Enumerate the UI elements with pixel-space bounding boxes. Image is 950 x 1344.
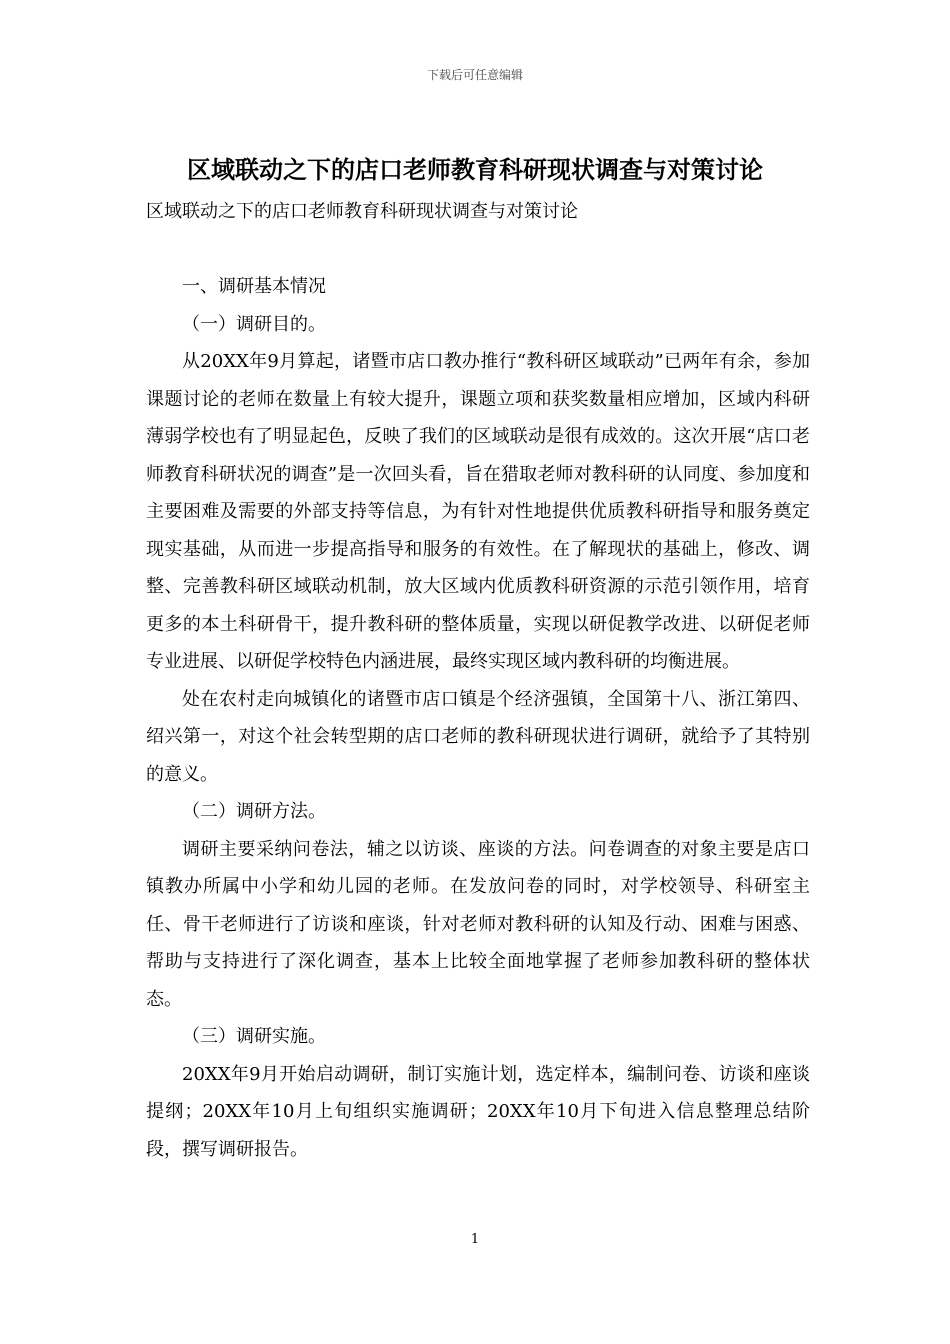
paragraph: 从20XX年9月算起，诸暨市店口教办推行“教科研区域联动”已两年有余，参加课题讨论的老师在数量上有较大提升，课题立项和获奖数量相应增加，区域内科研薄弱学校也有了明显起色，反映了我们的区域联动是很有成效的。这次开展“店口老师教育科研状况的调查”是一次回头看，旨在猎取老师对教科研的认同度、参加度和主要困难及需要的外部支持等信息，为有针对性地提供优质教科研指导和服务奠定现实基础，从而进一步提高指导和服务的有效性。在了解现状的基础上，修改、调整、完善教科研区域联动机制，放大区域内优质教科研资源的示范引领作用，培育更多的本土科研骨干，提升教科研的整体质量，实现以研促教学改进、以研促老师专业进展、以研促学校特色内涵进展，最终实现区域内教科研的均衡进展。 bbox=[146, 351, 810, 672]
document-title: 区域联动之下的店口老师教育科研现状调查与对策讨论 bbox=[187, 155, 763, 184]
page-header-note: 下载后可任意编辑 bbox=[426, 68, 523, 82]
document-subtitle: 区域联动之下的店口老师教育科研现状调查与对策讨论 bbox=[146, 201, 578, 222]
paragraph: 调研主要采纳问卷法，辅之以访谈、座谈的方法。问卷调查的对象主要是店口镇教办所属中小学和幼儿园的老师。在发放问卷的同时，对学校领导、科研室主任、骨干老师进行了访谈和座谈，针对老师对教科研的认知及行动、困难与困惑、帮助与支持进行了深化调查，基本上比较全面地掌握了老师参加教科研的整体状态。 bbox=[146, 838, 810, 1010]
subsection-heading-implementation: （三）调研实施。 bbox=[182, 1026, 326, 1047]
page-number: 1 bbox=[470, 1232, 480, 1247]
section-heading: 一、调研基本情况 bbox=[182, 276, 326, 297]
document-body bbox=[146, 268, 810, 1168]
paragraph: 处在农村走向城镇化的诸暨市店口镇是个经济强镇，全国第十八、浙江第四、绍兴第一，对这个社会转型期的店口老师的教科研现状进行调研，就给予了其特别的意义。 bbox=[146, 688, 810, 785]
subsection-heading-purpose: （一）调研目的。 bbox=[182, 313, 326, 335]
paragraph: 20XX年9月开始启动调研，制订实施计划，选定样本，编制问卷、访谈和座谈提纲；20XX年10月上旬组织实施调研；20XX年10月下旬进入信息整理总结阶段，撰写调研报告。 bbox=[146, 1063, 810, 1160]
subsection-heading-method: （二）调研方法。 bbox=[182, 801, 326, 822]
